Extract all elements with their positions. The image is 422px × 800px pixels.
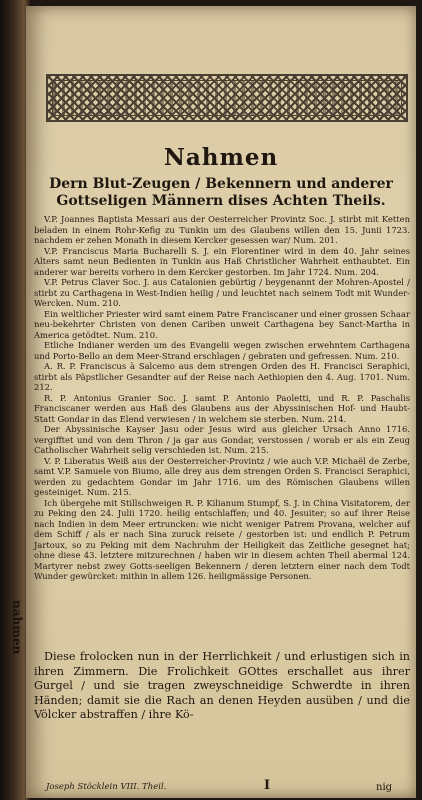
closing-paragraph: Diese frolocken nun in der Herrlichkeit / und erlustigen sich in ihren Zimmern. Die Frolichkeit GOttes erschallet aus ihrer Gurgel / und sie tragen zweyschneidige Schwerdte in ihren Händen; damit sie die Rach an denen Heyden ausüben / und die Völcker abstraffen / ihre Kö- <box>34 650 410 722</box>
page-subtitle: Dern Blut-Zeugen / Bekennern und anderer Gottseligen Männern dises Achten Theils. <box>49 176 393 209</box>
footer-signature-mark: I <box>264 778 271 793</box>
page-title: Nahmen <box>163 144 279 171</box>
paragraph: Etliche Indianer werden um des Evangelii wegen zwischen erwehntem Carthagena und Porto-Bello an dem Meer-Strand erschlagen / gebraten und gefressen. Num. 210. <box>34 340 410 361</box>
paragraph: Der Abyssinische Kayser Jasu oder Jesus wird aus gleicher Ursach Anno 1716. vergifftet und von dem Thron / ja gar aus Gondar, verstossen / worab er als ein Zeug Catholischer Wahrheit selig verschieden ist. Num. 215. <box>34 424 410 455</box>
body-text <box>34 214 410 582</box>
paragraph: A. R. P. Franciscus à Salcemo aus dem strengen Orden des H. Francisci Seraphici, stirbt als Päpstlicher Gesandter auf der Reise nach Aethiopien den 4. Aug. 1701. Num. 212. <box>34 361 410 392</box>
book-page <box>26 6 416 798</box>
binding-text: nahmen <box>10 600 24 655</box>
paragraph: R. P. Antonius Granier Soc. J. samt P. Antonio Paoletti, und R. P. Paschalis Franciscaner werden aus Haß des Glaubens aus der Abyssinischen Hof- und Haubt-Statt Gondar in das Elend verwiesen / in welchem sie sterben. Num. 214. <box>34 392 410 424</box>
footer-signature: Joseph Stöcklein VIII. Theil. <box>46 782 167 792</box>
paragraph: Ich übergehe mit Stillschweigen R. P. Kilianum Stumpf, S. J. in China Visitatorem, der zu Peking den 24. Julii 1720. heilig entschlaffen; und 40. Jesuiter; so auf ihrer Reise nach Indien in dem Meer ertruncken: wie nicht weniger Patrem Provana, welcher auf dem Schiff / als er nach Sina zuruck reisete / gestorben ist: und endlich P. Petrum Jartoux, so zu Peking mit dem Nachruhm der Heiligkeit das Zeitliche gesegnet hat; ohne diese 43. letztere mitzurechnen / haben wir in diesem achten Theil abermal 124. Martyrer nebst zwey Gotts-seeligen Bekennern / deren letztern einer nach dem Todt Wunder gewürcket: mithin in allem 126. heiligmässige Personen. <box>34 497 410 581</box>
paragraph: V. P. Liberatus Weiß aus der Oesterreicher-Provintz / wie auch V.P. Michaël de Zerbe, samt V.P. Samuele von Biumo, alle drey aus dem strengen Orden S. Francisci Seraphici, werden zu gedachtem Gondar im Jahr 1716. um des Römischen Glaubens willen gesteiniget. Num. 215. <box>34 455 410 497</box>
ornament-inner-border <box>52 80 402 116</box>
ornament-header-band <box>46 74 408 122</box>
paragraph: V.P. Joannes Baptista Messari aus der Oesterreicher Provintz Soc. J. stirbt mit Ketten beladen in einem Rohr-Kefig zu Tunkin um des Glaubens willen den 15. Junii 1723. nachdem er zehen Monath in diesem Kercker gesessen war/ Num. 201. <box>34 214 410 245</box>
closing-text <box>34 650 410 723</box>
paragraph: Ein weltlicher Priester wird samt einem Patre Franciscaner und einer grossen Schaar neu-bekehrter Christen von denen Cariben unweit Carthagena bey Sanct-Martha in America getödtet. Num. 210. <box>34 308 410 340</box>
paragraph: V.P. Petrus Claver Soc. J. aus Catalonien gebürtig / beygenannt der Mohren-Apostel / stirbt zu Carthagena in West-Indien heilig / und leuchtet nach seinem Todt mit Wunder-Wercken. Num. 210. <box>34 277 410 308</box>
paragraph: V.P. Franciscus Maria Bucharelli S. J. ein Florentiner wird in dem 40. Jahr seines Alters samt neun Bedienten in Tunkin aus Haß Christlicher Wahrheit enthaubtet. Ein anderer war bereits vorhero in dem Kercker gestorben. Im Jahr 1724. Num. 204. <box>34 245 410 277</box>
footer-catchword: nig <box>376 782 393 793</box>
